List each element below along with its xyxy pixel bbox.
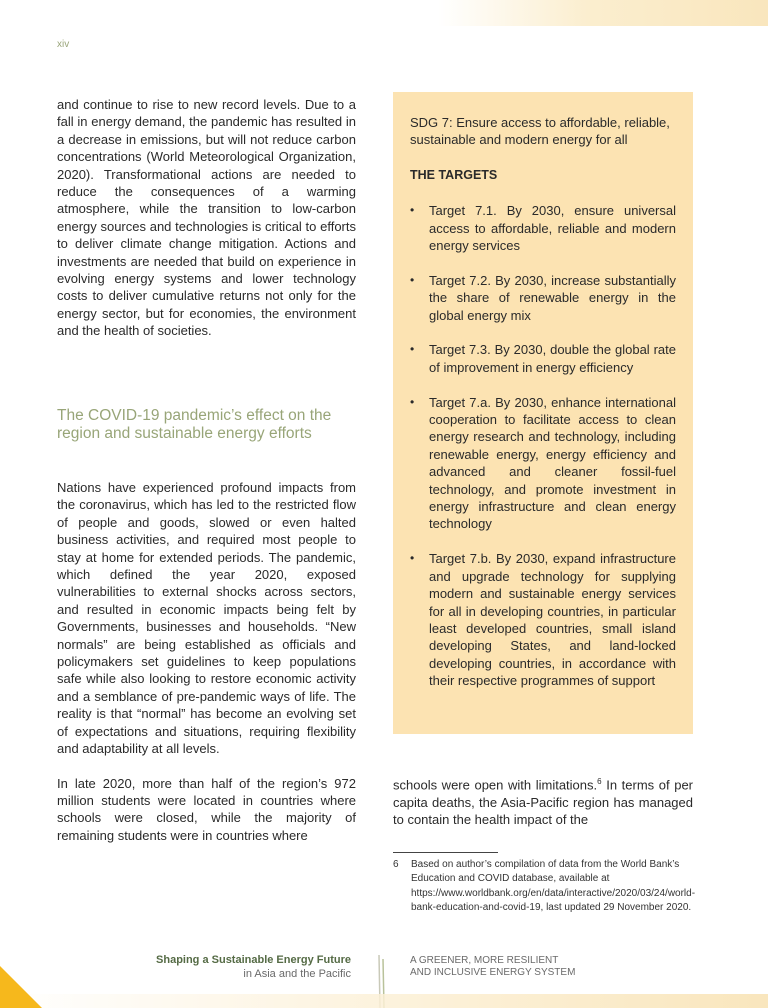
bullet-icon: •	[410, 394, 415, 409]
target-text: Target 7.a. By 2030, enhance international cooperation to facilitate access to clean energy research and technology, including renewable energy, energy efficiency and advanced and cleaner fossil-fuel technology, and promote investment in energy infrastructure and clean energy technology	[429, 394, 676, 532]
footer-title: Shaping a Sustainable Energy Future	[156, 954, 351, 966]
corner-triangle-decoration	[0, 966, 42, 1008]
target-item-7-1	[410, 202, 676, 254]
paragraph-text-after-ref: In terms of per capita deaths, the Asia-Pacific region has managed to contain the health impact of the	[393, 777, 693, 828]
footnote-number: 6	[393, 859, 399, 870]
target-item-7-2	[410, 272, 676, 324]
bullet-icon: •	[410, 272, 415, 287]
target-list	[410, 202, 676, 689]
left-column-covid	[57, 479, 356, 844]
target-item-7-a	[410, 394, 676, 533]
target-text: Target 7.b. By 2030, expand infrastructure and upgrade technology for supplying modern and sustainable energy services for all in developing countries, in particular least developed countries, small island developing States, and land-locked developing countries, in accordance with their respective programmes of support	[429, 551, 676, 689]
targets-heading: THE TARGETS	[410, 167, 498, 182]
intro-paragraph: and continue to rise to new record levels. Due to a fall in energy demand, the pandemic has resulted in a decrease in emissions, but will not reduce carbon concentrations (World Meteorological Organization, 2020). Transformational actions are needed to reduce the consequences of a warming atmosphere, while the transition to low-carbon energy sources and technologies is critical to efforts to deliver climate change mitigation. Actions and investments are needed that build on experience in evolving energy systems and lower technology costs to deliver cumulative returns not only for the energy sector, but for economies, the environment and the health of societies.	[57, 97, 356, 339]
top-decoration-band	[438, 0, 768, 26]
right-column-paragraph	[393, 773, 693, 829]
footer-section-name	[410, 955, 650, 979]
target-text: Target 7.3. By 2030, double the global rate of improvement in energy efficiency	[429, 342, 676, 375]
covid-paragraph-1: Nations have experienced profound impacts from the coronavirus, which has led to the restricted flow of people and goods, slowed or even halted business activities, and required most people to stay at home for extended periods. The pandemic, which defined the year 2020, exposed vulnerabilities to external shocks across sectors, and resulted in economic impacts being felt by Governments, businesses and households. “New normals” are being established as officials and policymakers set guidelines to keep populations safe while also looking to restore economic activity and a semblance of pre-pandemic ways of life. The reality is that “normal” has become an evolving set of expectations and situations, requiring flexibility and adaptability at all levels.	[57, 480, 356, 757]
sdg7-title: SDG 7: Ensure access to affordable, reliable, sustainable and modern energy for all	[410, 115, 670, 148]
footer-subtitle: in Asia and the Pacific	[243, 968, 351, 980]
target-text: Target 7.2. By 2030, increase substantially the share of renewable energy in the global energy mix	[429, 272, 676, 323]
bullet-icon: •	[410, 342, 415, 357]
covid-paragraph-2: In late 2020, more than half of the region’s 972 million students were located in countries where schools were closed, while the majority of remaining students were in countries where	[57, 775, 356, 843]
footnote-text: Based on author’s compilation of data from the World Bank’s Education and COVID database, available at https://www.worldbank.org/en/data/interactive/2020/03/24/world-bank-education-and-covid-19, last updated 29 November 2020.	[411, 859, 696, 913]
bullet-icon: •	[410, 203, 415, 218]
footer-section-line-1: A GREENER, MORE RESILIENT	[410, 955, 559, 966]
section-heading-covid: The COVID-19 pandemic’s effect on the region and sustainable energy efforts	[57, 407, 332, 442]
target-item-7-3	[410, 341, 676, 376]
footnote-ref-link[interactable]: 6	[597, 777, 602, 786]
footer-section-line-2: AND INCLUSIVE ENERGY SYSTEM	[410, 967, 576, 978]
footer-publication-title	[100, 953, 351, 981]
sdg7-box	[393, 92, 693, 734]
footnote-6	[393, 858, 698, 915]
paragraph-text-before-ref: schools were open with limitations.	[393, 777, 598, 793]
left-column-intro	[57, 96, 356, 340]
footnote-divider	[393, 852, 498, 853]
bottom-decoration-band	[0, 994, 768, 1008]
bullet-icon: •	[410, 551, 415, 566]
page-number: xiv	[57, 39, 70, 50]
target-text: Target 7.1. By 2030, ensure universal access to affordable, reliable and modern energy services	[429, 203, 676, 254]
target-item-7-b	[410, 550, 676, 689]
